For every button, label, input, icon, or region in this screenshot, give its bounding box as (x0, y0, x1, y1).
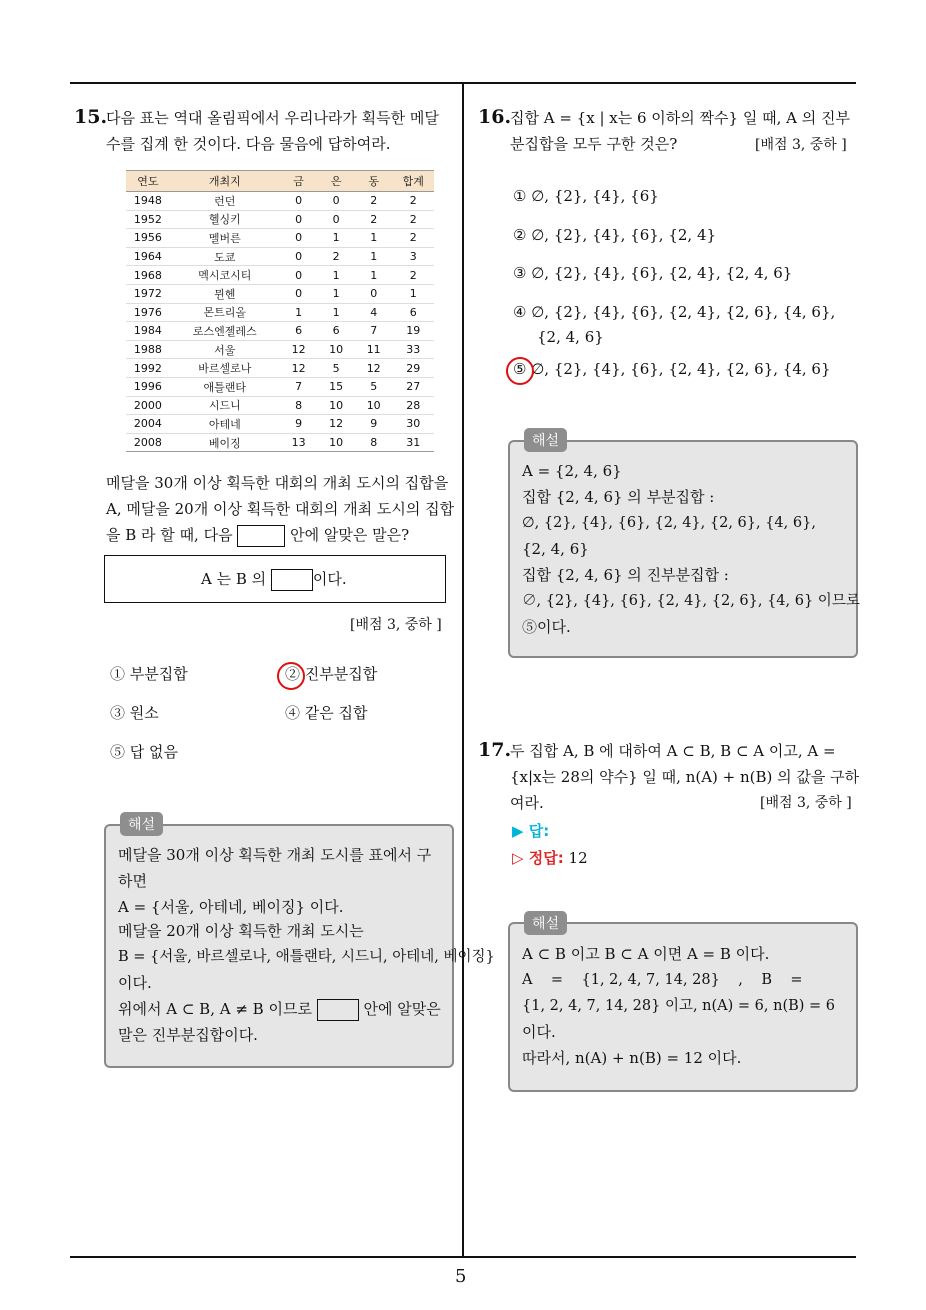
table-cell: 1988 (126, 340, 170, 359)
table-header: 은 (317, 171, 355, 192)
table-cell: 8 (355, 433, 393, 452)
q16-expl-line: ∅, {2}, {4}, {6}, {2, 4}, {2, 6}, {4, 6} 이므로 (522, 593, 860, 609)
table-cell: 0 (280, 247, 318, 266)
table-cell: 6 (280, 322, 318, 341)
column-divider (462, 82, 464, 1258)
table-cell: 2 (355, 210, 393, 229)
q16-score: [배점 3, 중하 ] (755, 137, 847, 153)
q16-expl-line: {2, 4, 6} (522, 540, 589, 558)
answer-label: ▶ 답: (512, 822, 550, 840)
table-cell: 0 (280, 192, 318, 211)
table-cell: 1948 (126, 192, 170, 211)
table-cell: 1952 (126, 210, 170, 229)
blank-box (271, 569, 313, 591)
table-header: 개최지 (170, 171, 280, 192)
statement-text-a: A 는 B 의 (201, 570, 267, 588)
q15-statement (201, 566, 347, 592)
table-header-row (126, 171, 434, 192)
table-header: 연도 (126, 171, 170, 192)
q15-expl-line: 메달을 20개 이상 획득한 개최 도시는 (118, 922, 364, 940)
table-cell: 0 (280, 266, 318, 285)
table-cell: 1 (317, 266, 355, 285)
table-cell: 33 (392, 340, 434, 359)
correct-answer-line (512, 845, 588, 871)
table-cell: 1 (355, 247, 393, 266)
q17-expl-line: A ⊂ B 이고 B ⊂ A 이면 A = B 이다. (522, 945, 770, 963)
answer-mark-circle (506, 357, 534, 385)
medal-table (126, 170, 434, 452)
q16-number: 16. (478, 106, 512, 128)
q16-stem-line2: 분집합을 모두 구한 것은? (510, 135, 678, 153)
table-cell: 5 (355, 377, 393, 396)
answer-mark-circle (277, 662, 305, 690)
table-cell: 6 (392, 303, 434, 322)
table-cell: 4 (355, 303, 393, 322)
table-cell: 아테네 (170, 415, 280, 434)
table-row (126, 340, 434, 359)
table-cell: 28 (392, 396, 434, 415)
table-cell: 10 (317, 396, 355, 415)
table-cell: 1 (355, 229, 393, 248)
q15-condition-line3 (106, 522, 409, 548)
q15-stem-line2: 수를 집계 한 것이다. 다음 물음에 답하여라. (106, 135, 391, 153)
table-cell: 1 (317, 229, 355, 248)
bottom-rule (70, 1256, 856, 1258)
table-cell: 3 (392, 247, 434, 266)
table-cell: 0 (355, 284, 393, 303)
table-cell: 1 (317, 284, 355, 303)
q15-expl-line: A = {서울, 아테네, 베이징} 이다. (118, 898, 344, 916)
table-cell: 헬싱키 (170, 210, 280, 229)
q17-stem-line3: 여라. (510, 794, 544, 812)
table-cell: 1 (280, 303, 318, 322)
table-cell: 1972 (126, 284, 170, 303)
table-cell: 2 (392, 266, 434, 285)
table-row (126, 192, 434, 211)
q17-expl-line: A = {1, 2, 4, 7, 14, 28} , B = (522, 972, 803, 988)
table-cell: 10 (355, 396, 393, 415)
q15-expl-line: B = {서울, 바르셀로나, 애틀랜타, 시드니, 아테네, 베이징} (118, 949, 495, 965)
q15-choice-5[interactable]: ⑤ 답 없음 (110, 743, 179, 761)
table-row (126, 377, 434, 396)
q15-expl-line: 말은 진부분집합이다. (118, 1026, 258, 1044)
q17-expl-line: {1, 2, 4, 7, 14, 28} 이고, n(A) = 6, n(B) = 6 (522, 998, 836, 1014)
table-cell: 애틀랜타 (170, 377, 280, 396)
table-cell: 8 (280, 396, 318, 415)
q17-stem-line1: 두 집합 A, B 에 대하여 A ⊂ B, B ⊂ A 이고, A = (510, 742, 836, 760)
table-cell: 19 (392, 322, 434, 341)
table-cell: 10 (317, 433, 355, 452)
table-cell: 10 (317, 340, 355, 359)
q17-stem-line2: {x|x는 28의 약수} 일 때, n(A) + n(B) 의 값을 구하 (510, 768, 860, 786)
q16-expl-line: 집합 {2, 4, 6} 의 진부분집합 : (522, 566, 729, 584)
table-cell: 0 (280, 284, 318, 303)
q15-condition-line2: A, 메달을 20개 이상 획득한 대회의 개최 도시의 집합 (106, 500, 455, 518)
table-cell: 로스엔젤레스 (170, 322, 280, 341)
table-cell: 13 (280, 433, 318, 452)
table-cell: 29 (392, 359, 434, 378)
table-cell: 9 (355, 415, 393, 434)
q16-expl-line: ⑤이다. (522, 618, 571, 636)
table-row (126, 396, 434, 415)
expl-text-b: 안에 알맞은 (363, 1000, 441, 1018)
table-cell: 서울 (170, 340, 280, 359)
table-cell: 2 (392, 192, 434, 211)
table-cell: 2 (355, 192, 393, 211)
q15-condition-text-a: 을 B 라 할 때, 다음 (106, 526, 233, 544)
q15-choice-4[interactable]: ④ 같은 집합 (285, 704, 368, 722)
table-cell: 1976 (126, 303, 170, 322)
table-cell: 12 (280, 340, 318, 359)
q15-explanation-tag: 해설 (120, 812, 163, 836)
q15-condition-line1: 메달을 30개 이상 획득한 대회의 개최 도시의 집합을 (106, 474, 449, 492)
table-cell: 0 (280, 229, 318, 248)
q15-score: [배점 3, 중하 ] (350, 617, 442, 633)
table-cell: 도쿄 (170, 247, 280, 266)
table-cell: 몬트리올 (170, 303, 280, 322)
table-cell: 시드니 (170, 396, 280, 415)
table-cell: 5 (317, 359, 355, 378)
q15-expl-line: 하면 (118, 872, 147, 890)
table-row (126, 210, 434, 229)
table-row (126, 229, 434, 248)
table-cell: 2000 (126, 396, 170, 415)
table-row (126, 247, 434, 266)
blank-box (317, 999, 359, 1021)
blank-box (237, 525, 285, 547)
table-cell: 30 (392, 415, 434, 434)
table-cell: 2 (317, 247, 355, 266)
table-cell: 27 (392, 377, 434, 396)
q16-choice-1[interactable]: ① ∅, {2}, {4}, {6} (513, 187, 659, 205)
q17-expl-line: 이다. (522, 1023, 556, 1041)
q17-number: 17. (478, 739, 512, 761)
table-row (126, 359, 434, 378)
q17-score: [배점 3, 중하 ] (760, 795, 852, 811)
table-cell: 뮌헨 (170, 284, 280, 303)
q15-expl-line-7 (118, 996, 441, 1022)
table-row (126, 415, 434, 434)
q15-expl-line: 이다. (118, 974, 152, 992)
q15-condition-text-b: 안에 알맞은 말은? (290, 526, 410, 544)
q16-expl-line: ∅, {2}, {4}, {6}, {2, 4}, {2, 6}, {4, 6}, (522, 515, 816, 531)
table-cell: 7 (355, 322, 393, 341)
table-row (126, 266, 434, 285)
table-row (126, 322, 434, 341)
q16-stem-line1: 집합 A = {x | x는 6 이하의 짝수} 일 때, A 의 진부 (510, 109, 850, 127)
table-cell: 11 (355, 340, 393, 359)
table-cell: 런던 (170, 192, 280, 211)
table-cell: 15 (317, 377, 355, 396)
table-cell: 멜버른 (170, 229, 280, 248)
table-cell: 2004 (126, 415, 170, 434)
q16-choice-4-cont: {2, 4, 6} (537, 328, 604, 346)
table-cell: 12 (355, 359, 393, 378)
q15-statement-box (104, 555, 446, 603)
table-cell: 멕시코시티 (170, 266, 280, 285)
table-row (126, 303, 434, 322)
q16-expl-line: 집합 {2, 4, 6} 의 부분집합 : (522, 488, 715, 506)
table-cell: 2 (392, 229, 434, 248)
q16-explanation-tag: 해설 (524, 428, 567, 452)
table-cell: 0 (317, 192, 355, 211)
q15-choice-2[interactable]: ② 진부분집합 (285, 665, 378, 683)
table-row (126, 284, 434, 303)
q16-expl-line: A = {2, 4, 6} (522, 462, 622, 480)
expl-text-a: 위에서 A ⊂ B, A ≠ B 이므로 (118, 1000, 312, 1018)
table-cell: 1956 (126, 229, 170, 248)
table-cell: 베이징 (170, 433, 280, 452)
correct-answer-label: ▷ 정답: (512, 849, 564, 867)
page-number: 5 (455, 1266, 467, 1287)
table-cell: 2008 (126, 433, 170, 452)
q15-choice-1[interactable]: ① 부분집합 (110, 665, 188, 683)
table-cell: 12 (280, 359, 318, 378)
q17-expl-line: 따라서, n(A) + n(B) = 12 이다. (522, 1049, 742, 1067)
table-cell: 1 (317, 303, 355, 322)
q17-explanation-tag: 해설 (524, 911, 567, 935)
table-cell: 1 (355, 266, 393, 285)
table-cell: 6 (317, 322, 355, 341)
table-cell: 12 (317, 415, 355, 434)
table-cell: 31 (392, 433, 434, 452)
table-cell: 1 (392, 284, 434, 303)
table-header: 합계 (392, 171, 434, 192)
q16-choice-4[interactable]: ④ ∅, {2}, {4}, {6}, {2, 4}, {2, 6}, {4, 6}, (513, 303, 836, 321)
table-header: 동 (355, 171, 393, 192)
table-cell: 9 (280, 415, 318, 434)
q15-stem-line1: 다음 표는 역대 올림픽에서 우리나라가 획득한 메달 (106, 109, 439, 127)
statement-text-b: 이다. (312, 570, 347, 588)
table-header: 금 (280, 171, 318, 192)
table-cell: 바르셀로나 (170, 359, 280, 378)
table-cell: 1996 (126, 377, 170, 396)
q15-choice-3[interactable]: ③ 원소 (110, 704, 159, 722)
table-cell: 0 (280, 210, 318, 229)
correct-answer-value: 12 (568, 849, 588, 867)
q16-choice-5[interactable]: ⑤ ∅, {2}, {4}, {6}, {2, 4}, {2, 6}, {4, 6} (513, 360, 831, 378)
table-cell: 1984 (126, 322, 170, 341)
table-cell: 1992 (126, 359, 170, 378)
q16-choice-2[interactable]: ② ∅, {2}, {4}, {6}, {2, 4} (513, 226, 717, 244)
table-cell: 2 (392, 210, 434, 229)
q15-expl-line: 메달을 30개 이상 획득한 개최 도시를 표에서 구 (118, 846, 432, 864)
table-cell: 0 (317, 210, 355, 229)
q15-number: 15. (74, 106, 108, 128)
q16-choice-3[interactable]: ③ ∅, {2}, {4}, {6}, {2, 4}, {2, 4, 6} (513, 264, 793, 282)
table-row (126, 433, 434, 452)
table-cell: 7 (280, 377, 318, 396)
table-cell: 1964 (126, 247, 170, 266)
table-cell: 1968 (126, 266, 170, 285)
